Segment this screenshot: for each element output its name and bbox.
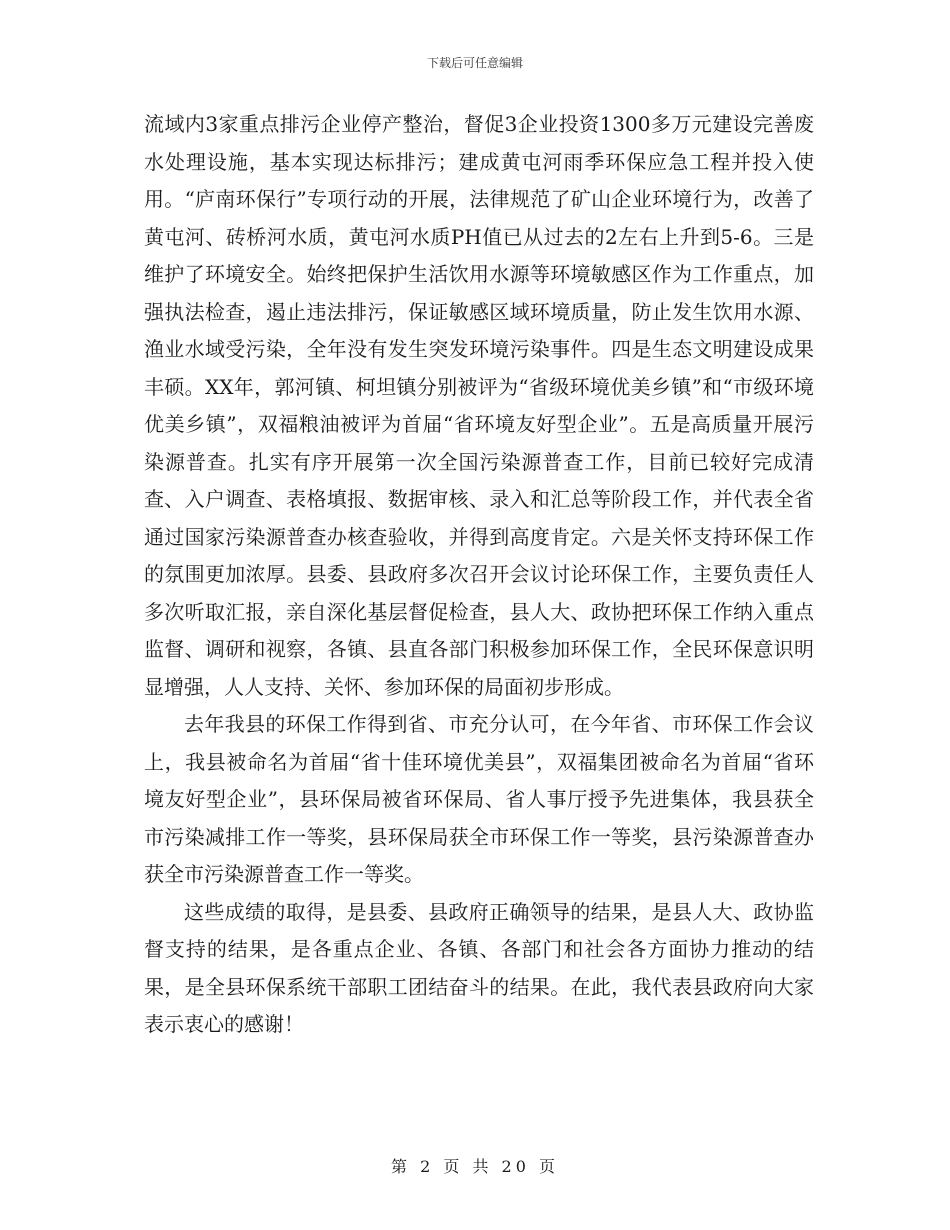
page-number-footer: 第 2 页 共 20 页 bbox=[391, 1157, 559, 1176]
paragraph-1: 流域内3家重点排污企业停产整治，督促3企业投资1300多万元建设完善废水处理设施，基本实现达标排污；建成黄屯河雨季环保应急工程并投入使用。“庐南环保行”专项行动的开展，法律规范了矿山企业环境行为，改善了黄屯河、砖桥河水质，黄屯河水质PH值已从过去的2左右上升到5-6。三是维护了环境安全。始终把保护生活饮用水源等环境敏感区作为工作重点，加强执法检查，遏止违法排污，保证敏感区域环境质量，防止发生饮用水源、渔业水域受污染，全年没有发生突发环境污染事件。四是生态文明建设成果丰硕。XX年，郭河镇、柯坦镇分别被评为“省级环境优美乡镇”和“市级环境优美乡镇”，双福粮油被评为首届“省环境友好型企业”。五是高质量开展污染源普查。扎实有序开展第一次全国污染源普查工作，目前已较好完成清查、入户调查、表格填报、数据审核、录入和汇总等阶段工作，并代表全省通过国家污染源普查办核查验收，并得到高度肯定。六是关怀支持环保工作的氛围更加浓厚。县委、县政府多次召开会议讨论环保工作，主要负责任人多次听取汇报，亲自深化基层督促检查，县人大、政协把环保工作纳入重点监督、调研和视察，各镇、县直各部门积极参加环保工作，全民环保意识明显增强，人人支持、关怀、参加环保的局面初步形成。 bbox=[144, 112, 814, 699]
page-header: 下载后可任意编辑 bbox=[426, 56, 523, 70]
document-body bbox=[144, 106, 814, 1044]
paragraph-2: 去年我县的环保工作得到省、市充分认可，在今年省、市环保工作会议上，我县被命名为首届“省十佳环境优美县”，双福集团被命名为首届“省环境友好型企业”，县环保局被省环保局、省人事厅授予先进集体，我县获全市污染减排工作一等奖，县环保局获全市环保工作一等奖，县污染源普查办获全市污染源普查工作一等奖。 bbox=[144, 712, 814, 886]
paragraph-3: 这些成绩的取得，是县委、县政府正确领导的结果，是县人大、政协监督支持的结果，是各重点企业、各镇、各部门和社会各方面协力推动的结果，是全县环保系统干部职工团结奋斗的结果。在此，我代表县政府向大家表示衷心的感谢！ bbox=[144, 899, 814, 1036]
